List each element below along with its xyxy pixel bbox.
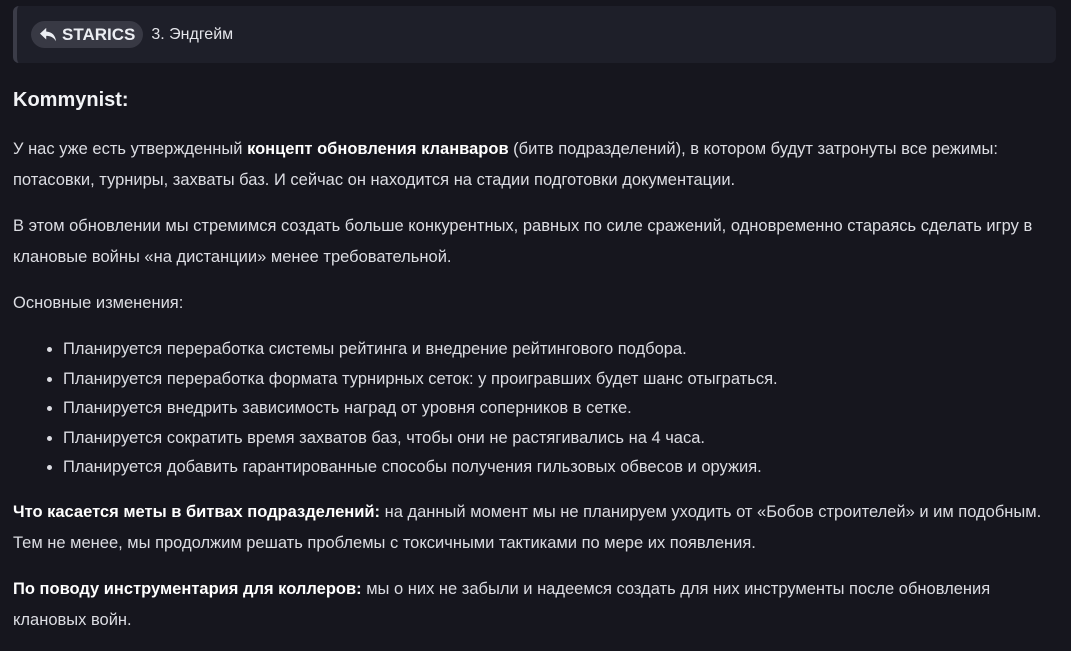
paragraph-5-bold: По поводу инструментария для коллеров: [13,579,362,598]
paragraph-1-bold: концепт обновления кланваров [247,140,509,158]
quote-title: 3. Эндгейм [151,25,234,43]
changes-list [13,335,1058,483]
paragraph-5-end: мы о них не забыли и надеемся создать для них инструменты после обновления клановых войн. [13,579,991,629]
list-item: • Планируется внедрить зависимость наград от уровня соперников в сетке. [63,394,1058,424]
post-body [13,86,1058,651]
post-author: Kommynist: [13,89,129,111]
paragraph-3: Основные изменения: [13,294,184,312]
list-item: • Планируется переработка формата турнирных сеток: у проигравших будет шанс отыграться. [63,365,1058,395]
paragraph-4 [13,497,1058,559]
reply-badge-label: STARICS [62,24,136,44]
list-item: • Планируется сократить время захватов баз, чтобы они не растягивались на 4 часа. [63,424,1058,454]
paragraph-1-start: У нас уже есть утвержденный [13,140,248,158]
reply-arrow-icon [39,27,57,43]
reply-badge[interactable] [31,21,143,48]
paragraph-1-end: (битв подразделений), в котором будут затронуты все режимы: потасовки, турниры, захваты баз. И сейчас он находится на стадии подготовки документации. [13,140,998,189]
paragraph-1 [13,134,1058,196]
paragraph-5 [13,574,1058,636]
paragraph-4-end: на данный момент мы не планируем уходить от «Бобов строителей» и им подобным. Тем не менее, мы продолжим решать проблемы с токсичными тактиками по мере их появления. [13,502,1042,552]
paragraph-4-bold: Что касается меты в битвах подразделений: [13,502,381,521]
paragraph-2: В этом обновлении мы стремимся создать больше конкурентных, равных по силе сражений, одновременно стараясь сделать игру в клановые войны «на дистанции» менее требовательной. [13,217,1033,266]
quote-block [13,6,1056,63]
list-item: • Планируется переработка системы рейтинга и внедрение рейтингового подбора. [63,335,1058,365]
list-item: • Планируется добавить гарантированные способы получения гильзовых обвесов и оружия. [63,453,1058,483]
